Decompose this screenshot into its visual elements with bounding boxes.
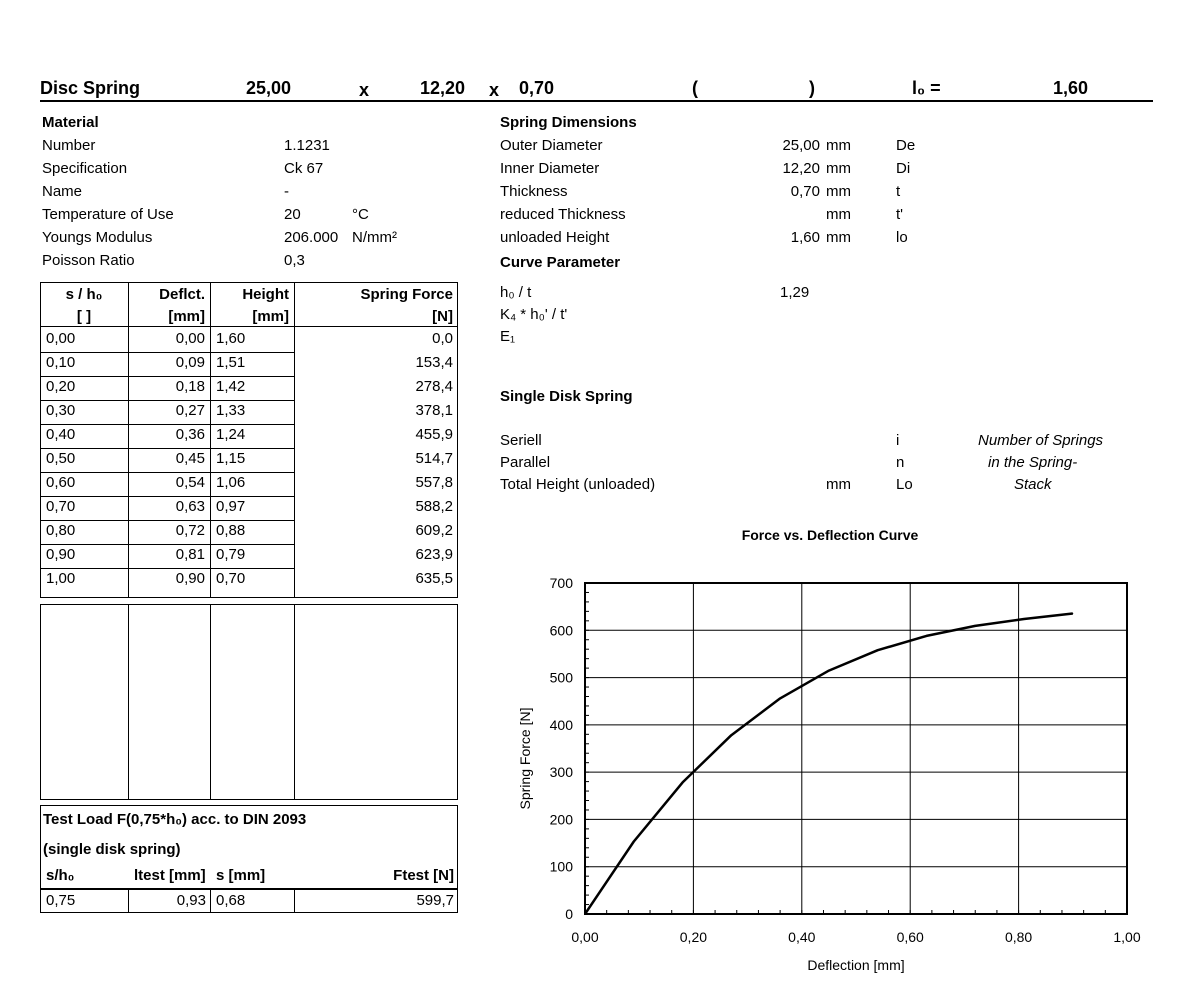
- chart-title: Force vs. Deflection Curve: [741, 527, 919, 543]
- plot-frame: [585, 583, 1127, 914]
- dimensions-heading: Spring Dimensions: [500, 114, 637, 131]
- material-label: Specification: [42, 160, 128, 177]
- dimension-unit: mm: [826, 229, 851, 246]
- testload-v-ftest: 599,7: [416, 892, 454, 909]
- dimension-symbol: Di: [896, 160, 911, 177]
- material-value: 1.1231: [284, 137, 330, 154]
- table-cell: 0,00: [175, 330, 205, 347]
- table-cell: 0,20: [46, 378, 76, 395]
- dimension-value: 25,00: [782, 137, 820, 154]
- table-cell: 0,60: [46, 474, 76, 491]
- testload-v-s: 0,68: [216, 892, 246, 909]
- table-cell: 1,15: [216, 450, 246, 467]
- y-tick-label: 700: [549, 575, 573, 591]
- dimension-unit: mm: [826, 160, 851, 177]
- header-lo-label: l₀ =: [912, 78, 941, 98]
- table-cell: 0,70: [46, 498, 76, 515]
- curve-param-label: h₀ / t: [500, 284, 532, 301]
- material-label: Youngs Modulus: [42, 229, 153, 246]
- table-cell: 0,30: [46, 402, 76, 419]
- curve-param-heading: Curve Parameter: [500, 254, 621, 271]
- x-axis-label: Deflection [mm]: [807, 957, 905, 973]
- table-cell: 0,80: [46, 522, 76, 539]
- single-symbol: Lo: [896, 476, 913, 493]
- table-cell: 0,79: [216, 546, 246, 563]
- header-x2: x: [489, 80, 500, 100]
- material-heading: Material: [42, 114, 99, 131]
- table-cell: 0,18: [175, 378, 205, 395]
- material-label: Name: [42, 183, 83, 200]
- table-cell: 278,4: [415, 378, 453, 395]
- table-unit: [ ]: [76, 308, 92, 325]
- data-point: [926, 635, 927, 636]
- data-point: [975, 625, 976, 626]
- table-cell: 0,63: [175, 498, 205, 515]
- x-tick-label: 0,40: [788, 929, 816, 945]
- table-cell: 1,51: [216, 354, 246, 371]
- data-point: [633, 841, 634, 842]
- material-unit: N/mm²: [352, 229, 397, 246]
- dimension-symbol: lo: [896, 229, 908, 246]
- header-di: 12,20: [419, 78, 465, 98]
- header-lo-value: 1,60: [1053, 78, 1089, 98]
- y-tick-label: 600: [549, 622, 573, 639]
- table-cell: 0,36: [175, 426, 205, 443]
- y-tick-label: 300: [549, 764, 573, 781]
- single-unit: mm: [826, 476, 851, 493]
- data-point: [780, 698, 781, 699]
- x-tick-label: 0,00: [571, 929, 599, 945]
- table-cell: 0,72: [175, 522, 205, 539]
- data-point: [585, 914, 586, 915]
- table-cell: 0,90: [46, 546, 76, 563]
- x-tick-label: 0,60: [896, 929, 924, 945]
- table-cell: 455,9: [415, 426, 453, 443]
- single-label: Seriell: [500, 432, 542, 449]
- table-unit: [N]: [432, 308, 453, 325]
- curve-param-label: E₁: [500, 328, 516, 345]
- header-t: 0,70: [519, 78, 555, 98]
- dimension-unit: mm: [826, 206, 851, 223]
- dimension-label: Outer Diameter: [500, 137, 603, 154]
- table-cell: 0,45: [175, 450, 205, 467]
- table-header: Deflct.: [159, 286, 205, 303]
- single-note: Stack: [1014, 476, 1052, 493]
- table-cell: 609,2: [415, 522, 453, 539]
- data-point: [682, 782, 683, 783]
- table-cell: 0,81: [175, 546, 205, 563]
- testload-line1: Test Load F(0,75*h₀) acc. to DIN 2093: [43, 811, 307, 828]
- table-header: Height: [242, 286, 289, 303]
- testload-h-s: s [mm]: [216, 867, 266, 884]
- testload-v-ltest: 0,93: [176, 892, 206, 909]
- testload-h-ltest: ltest [mm]: [134, 867, 206, 884]
- single-symbol: i: [896, 432, 900, 449]
- material-label: Poisson Ratio: [42, 252, 135, 269]
- x-tick-label: 0,80: [1004, 929, 1033, 945]
- dimension-label: Inner Diameter: [500, 160, 600, 177]
- table-cell: 0,00: [46, 330, 76, 347]
- table-cell: 0,90: [175, 570, 205, 587]
- table-cell: 1,33: [216, 402, 246, 419]
- table-cell: 623,9: [415, 546, 453, 563]
- dimension-label: reduced Thickness: [500, 206, 626, 223]
- y-axis-label: Spring Force [N]: [517, 707, 533, 810]
- testload-v-sh0: 0,75: [46, 892, 76, 909]
- table-unit: [mm]: [168, 308, 205, 325]
- y-tick-label: 200: [549, 811, 573, 828]
- table-cell: 0,70: [216, 570, 246, 587]
- material-label: Number: [42, 137, 96, 154]
- single-note: in the Spring-: [988, 454, 1078, 471]
- material-unit: °C: [352, 206, 369, 223]
- force-curve: [585, 614, 1073, 915]
- single-label: Total Height (unloaded): [500, 476, 656, 493]
- material-value: 20: [284, 206, 301, 223]
- y-tick-label: 500: [549, 669, 573, 686]
- title: Disc Spring: [40, 78, 141, 98]
- data-point: [877, 650, 878, 651]
- testload-h-sh0: s/h₀: [46, 867, 75, 884]
- table-cell: 1,06: [216, 474, 246, 491]
- dimension-value: 0,70: [790, 183, 820, 200]
- table-cell: 0,54: [175, 474, 205, 491]
- header-x1: x: [359, 80, 370, 100]
- table-cell: 1,24: [216, 426, 246, 443]
- x-tick-label: 0,20: [679, 929, 708, 945]
- y-tick-label: 0: [565, 906, 573, 922]
- dimension-label: Thickness: [500, 183, 568, 200]
- table-cell: 635,5: [415, 570, 453, 587]
- material-value: Ck 67: [284, 160, 324, 177]
- table-cell: 0,09: [175, 354, 205, 371]
- y-tick-label: 100: [549, 858, 573, 875]
- material-value: 0,3: [284, 252, 305, 269]
- table-cell: 0,40: [46, 426, 76, 443]
- table-unit: [mm]: [252, 308, 289, 325]
- header-paren-close: ): [809, 78, 815, 98]
- single-symbol: n: [896, 454, 905, 471]
- material-value: -: [284, 183, 289, 200]
- single-heading: Single Disk Spring: [500, 388, 633, 405]
- header-de: 25,00: [246, 78, 292, 98]
- single-label: Parallel: [500, 454, 551, 471]
- curve-param-value: 1,29: [780, 284, 810, 301]
- header-paren-open: (: [692, 78, 698, 98]
- dimension-value: 12,20: [782, 160, 820, 177]
- table-cell: 588,2: [415, 498, 453, 515]
- dimension-unit: mm: [826, 137, 851, 154]
- table-cell: 0,27: [175, 402, 205, 419]
- data-point: [1024, 618, 1025, 619]
- data-point: [1072, 613, 1073, 614]
- y-tick-label: 400: [549, 716, 573, 733]
- table-cell: 1,42: [216, 378, 246, 395]
- material-label: Temperature of Use: [42, 206, 174, 223]
- x-tick-label: 1,00: [1113, 929, 1141, 945]
- data-point: [828, 670, 829, 671]
- dimension-unit: mm: [826, 183, 851, 200]
- table-cell: 1,60: [216, 330, 246, 347]
- curve-param-label: K₄ * h₀' / t': [500, 306, 568, 323]
- testload-h-ftest: Ftest [N]: [393, 867, 454, 884]
- table-cell: 0,88: [216, 522, 246, 539]
- dimension-symbol: t: [896, 183, 901, 200]
- table-cell: 0,10: [46, 354, 76, 371]
- table-cell: 153,4: [415, 354, 453, 371]
- table-cell: 0,50: [46, 450, 76, 467]
- table-cell: 557,8: [415, 474, 453, 491]
- dimension-value: 1,60: [790, 229, 820, 246]
- dimension-symbol: t': [896, 206, 904, 223]
- table-header: s / h₀: [65, 286, 103, 303]
- single-note: Number of Springs: [978, 432, 1104, 449]
- table-cell: 0,97: [216, 498, 246, 515]
- table-header: Spring Force: [360, 286, 453, 303]
- dimension-label: unloaded Height: [500, 229, 610, 246]
- testload-line2: (single disk spring): [43, 841, 181, 858]
- data-point: [731, 735, 732, 736]
- table-cell: 0,0: [432, 330, 453, 347]
- table-cell: 514,7: [415, 450, 453, 467]
- table-cell: 1,00: [46, 570, 76, 587]
- material-value: 206.000: [284, 229, 339, 246]
- dimension-symbol: De: [896, 137, 916, 154]
- table-cell: 378,1: [415, 402, 453, 419]
